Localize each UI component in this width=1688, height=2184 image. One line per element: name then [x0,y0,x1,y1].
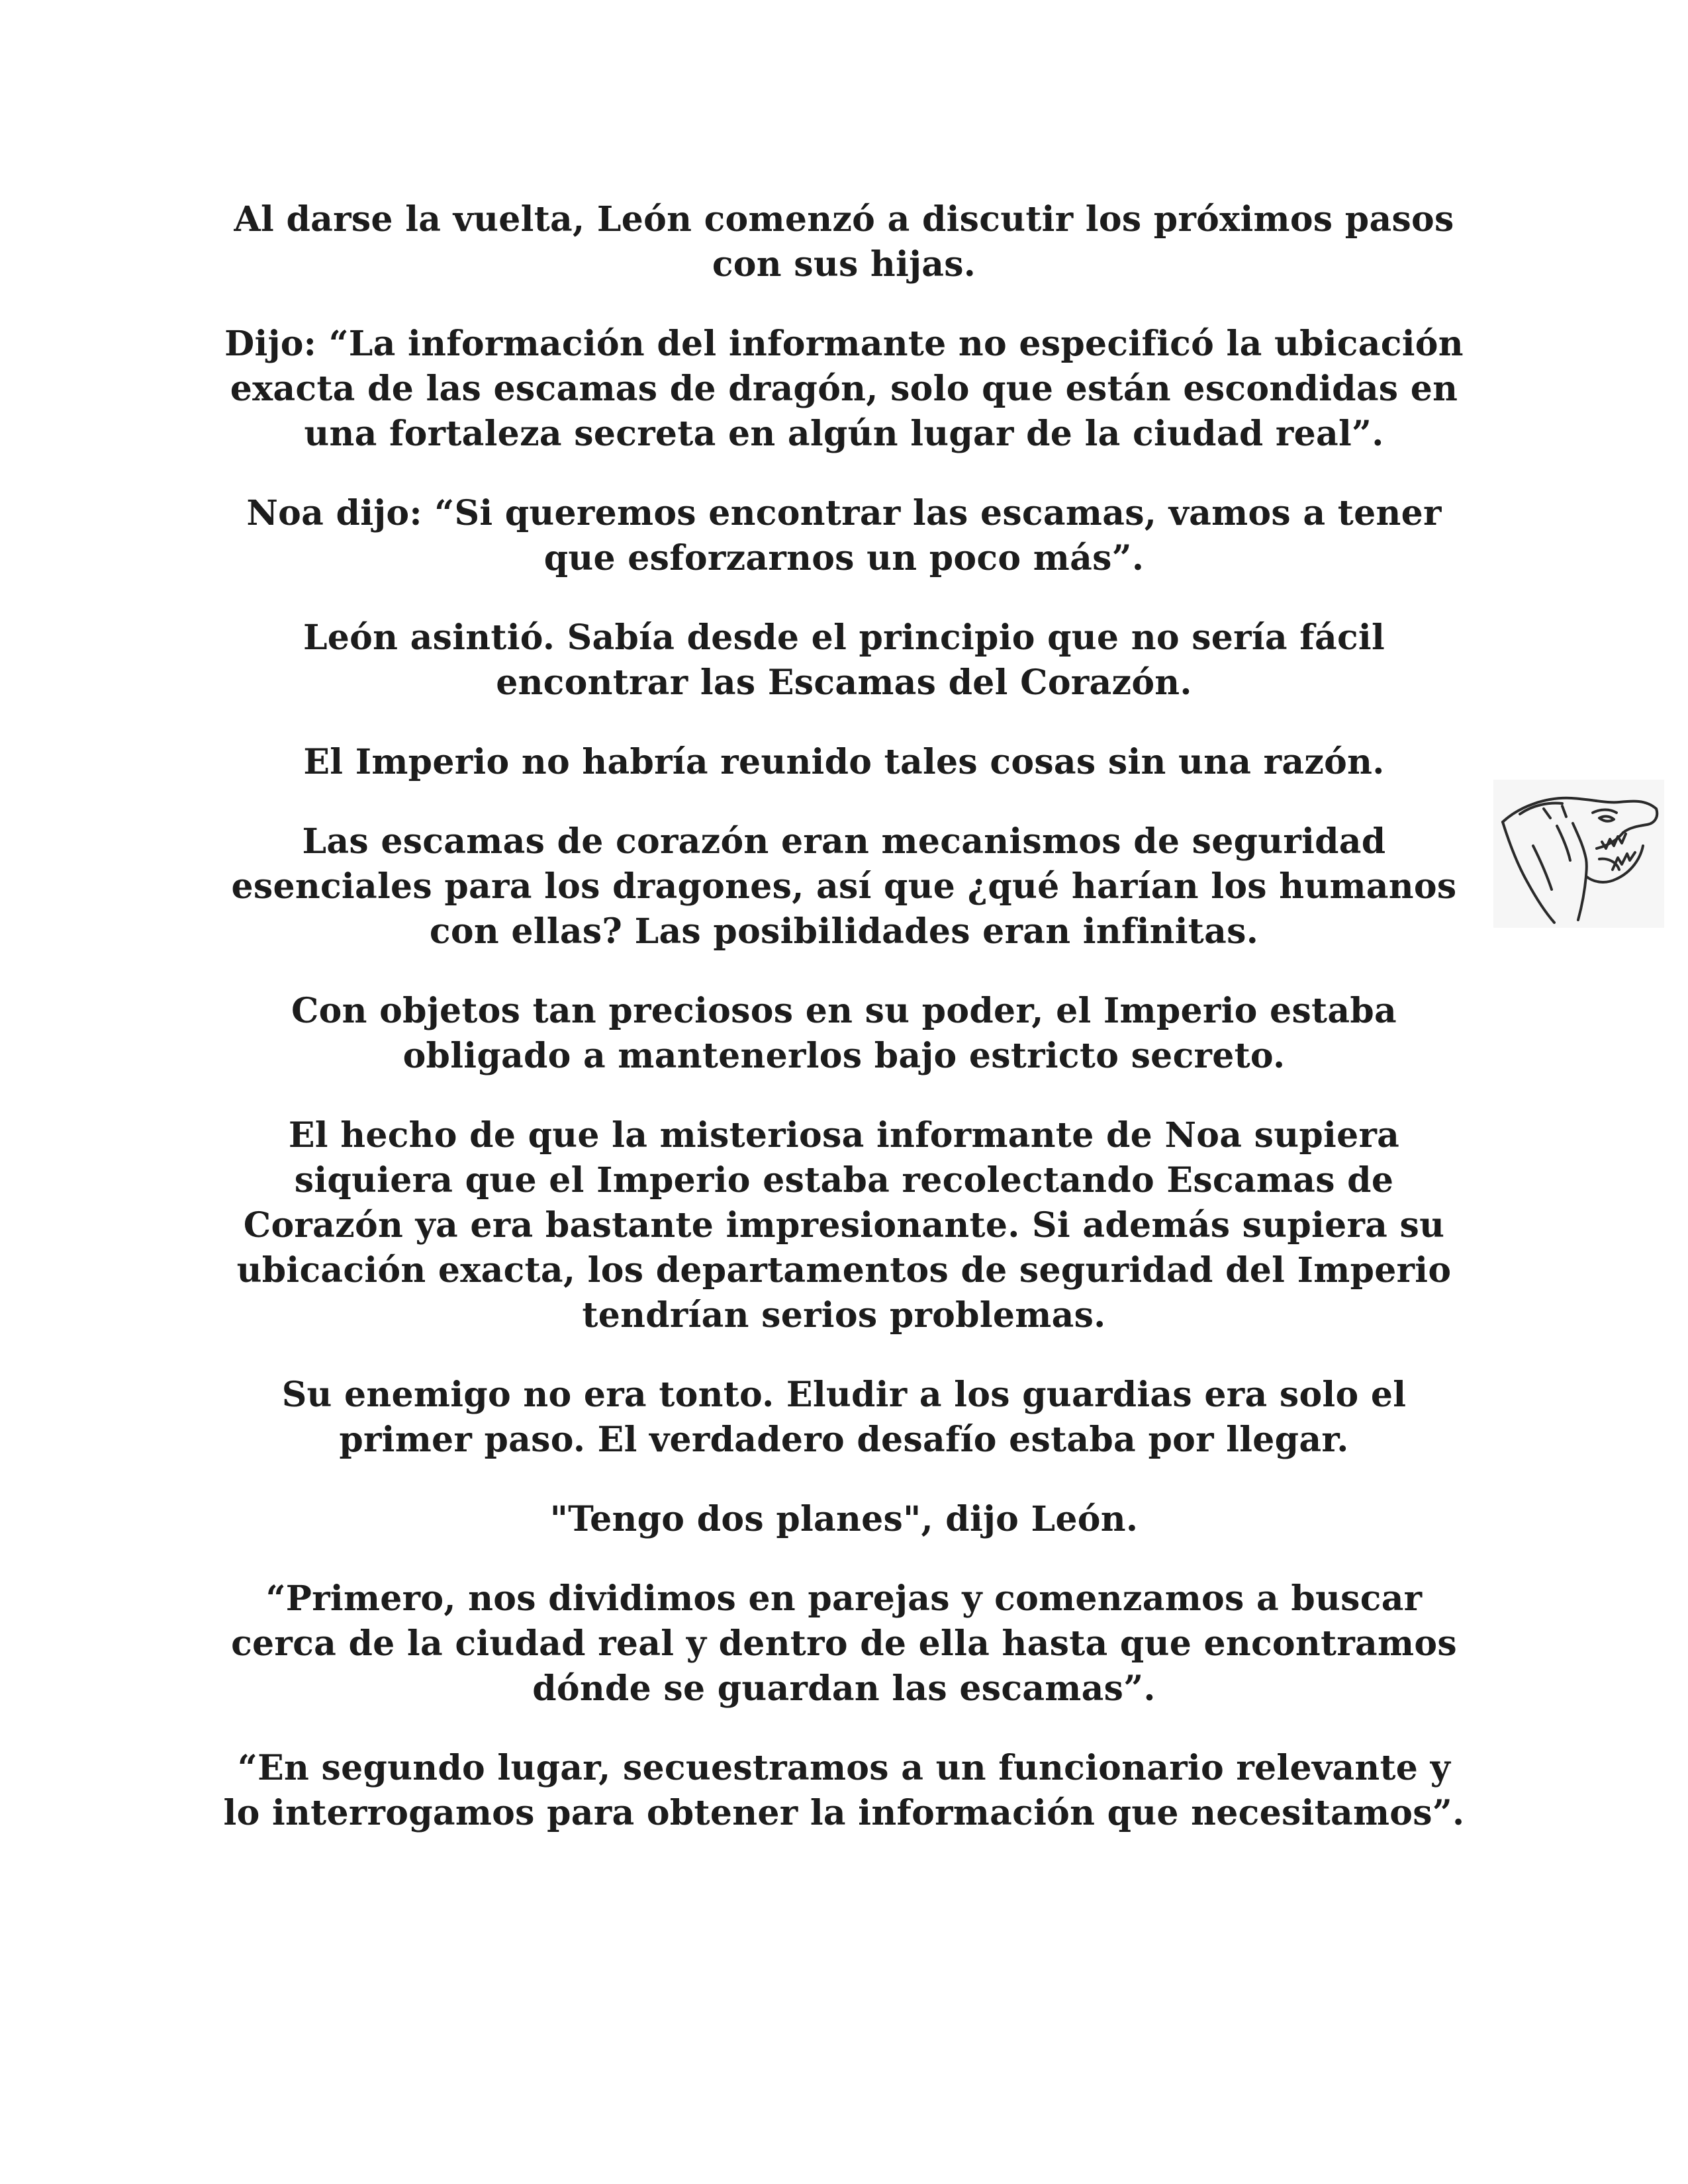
body-text [218,197,1470,1870]
paragraph-6: Las escamas de corazón eran mecanismos de seguridad esenciales para los dragones, así que ¿qué harían los humanos con ellas? Las posibilidades eran infinitas. [231,821,1457,952]
paragraph-7: Con objetos tan preciosos en su poder, el Imperio estaba obligado a mantenerlos bajo estricto secreto. [291,991,1397,1076]
paragraph-4: León asintió. Sabía desde el principio que no sería fácil encontrar las Escamas del Corazón. [303,617,1385,703]
paragraph-1: Al darse la vuelta, León comenzó a discutir los próximos pasos con sus hijas. [234,199,1454,285]
paragraph-2: Dijo: “La información del informante no especificó la ubicación exacta de las escamas de dragón, solo que están escondidas en una fortaleza secreta en algún lugar de la ciudad real”. [224,324,1464,454]
paragraph-3: Noa dijo: “Si queremos encontrar las escamas, vamos a tener que esforzarnos un poco más”. [246,493,1442,578]
dragon-head-sketch-icon [1493,780,1664,928]
paragraph-5: El Imperio no habría reunido tales cosas sin una razón. [303,742,1385,782]
paragraph-10: "Tengo dos planes", dijo León. [549,1499,1139,1539]
paragraph-12: “En segundo lugar, secuestramos a un funcionario relevante y lo interrogamos para obtener la información que necesitamos”. [223,1748,1465,1833]
paragraph-9: Su enemigo no era tonto. Eludir a los guardias era solo el primer paso. El verdadero desafío estaba por llegar. [281,1375,1407,1460]
paragraph-11: “Primero, nos dividimos en parejas y comenzamos a buscar cerca de la ciudad real y dentro de ella hasta que encontramos dónde se guardan las escamas”. [231,1578,1457,1709]
paragraph-8: El hecho de que la misteriosa informante de Noa supiera siquiera que el Imperio estaba recolectando Escamas de Corazón ya era bastante impresionante. Si además supiera su ubicación exacta, los departamentos de seguridad del Imperio tendrían serios problemas. [236,1115,1452,1336]
